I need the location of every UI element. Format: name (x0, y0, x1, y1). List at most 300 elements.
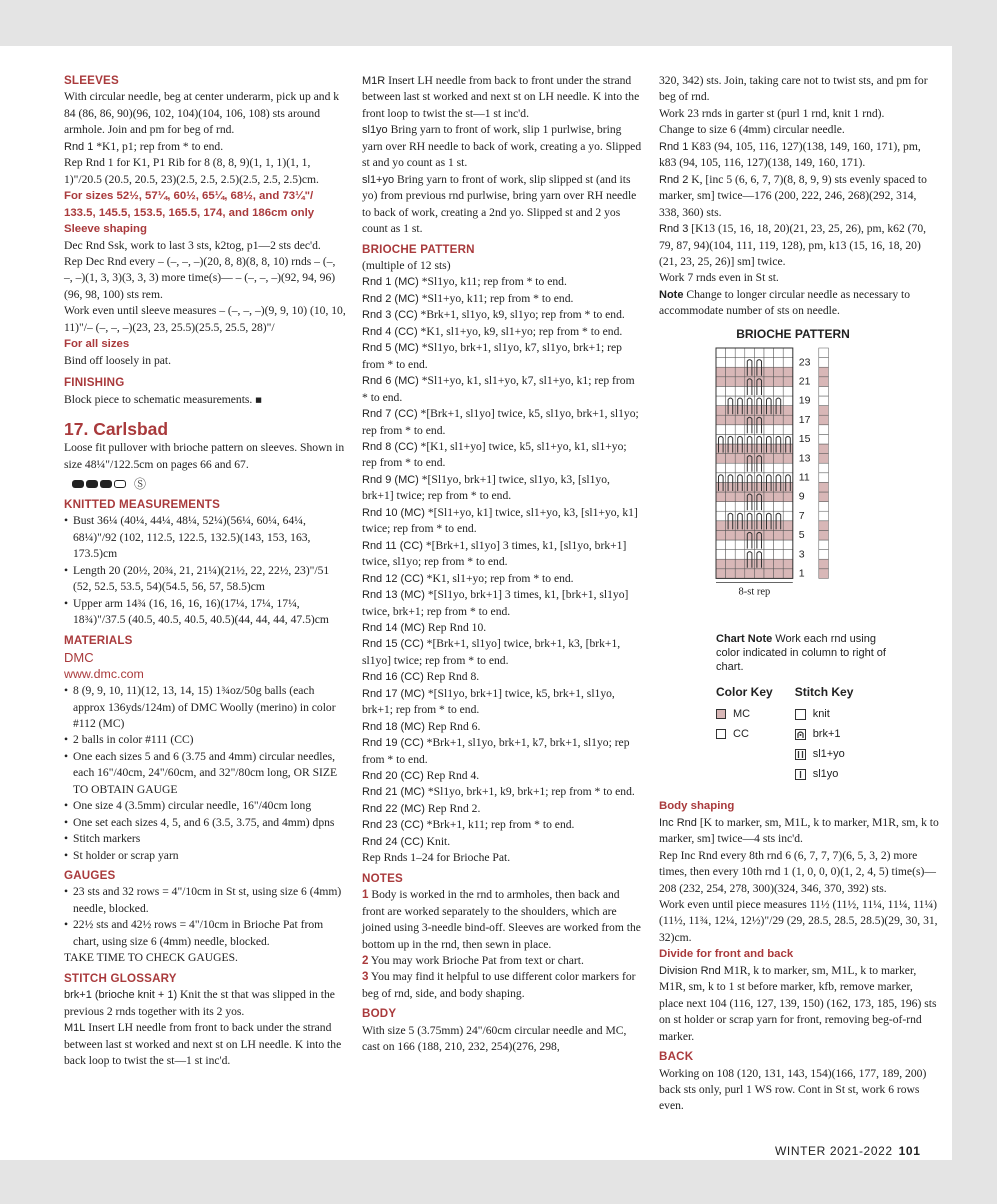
color-column-cell (819, 386, 829, 396)
chart-cell (726, 492, 736, 502)
chart-cell (754, 386, 764, 396)
chart-cell (764, 511, 774, 521)
chart-cell (764, 386, 774, 396)
color-column-cell (819, 348, 829, 358)
chart-cell (745, 540, 755, 550)
dec-rnd: Dec Rnd Ssk, work to last 3 sts, k2tog, p1—2 sts dec'd. (64, 238, 321, 252)
list-item: • 22½ sts and 42½ rows = 4"/10cm in Brioche Pat from chart, using size 6 (4mm) needle, blocked. (64, 917, 347, 950)
row-label: 15 (798, 432, 811, 445)
chart-cell (774, 501, 784, 511)
glossary-sl1yo: sl1yo Bring yarn to front of work, slip 1 purlwise, bring yarn over RH needle to back of work, creating a yo. Slipped st and yo count as 1 st. (362, 123, 642, 170)
column-1 (64, 73, 347, 1069)
chart-cell (774, 367, 784, 377)
chart-cell (745, 492, 755, 502)
chart-cell (726, 367, 736, 377)
chart-cell (735, 405, 745, 415)
chart-cell (774, 473, 784, 483)
chart-cell (774, 492, 784, 502)
color-column-cell (819, 521, 829, 531)
chart-cell (716, 559, 726, 569)
list-item: • One each sizes 5 and 6 (3.75 and 4mm) circular needles, each 16"/40cm, 24"/60cm, and 32"/80cm long, OR SIZE TO OBTAIN GAUGE (64, 749, 347, 798)
brioche-rounds (362, 274, 643, 850)
chart-cell (745, 434, 755, 444)
chart-cell (754, 549, 764, 559)
chart-cell (783, 482, 793, 492)
chart-cell (783, 501, 793, 511)
brioche-round: Rnd 17 (MC) *[Sl1yo, brk+1] twice, k5, brk+1, sl1yo, brk+1; rep from * to end. (362, 686, 615, 717)
chart-cell (735, 511, 745, 521)
mc-swatch (716, 709, 726, 719)
chart-cell (774, 386, 784, 396)
chart-cell (716, 434, 726, 444)
back-heading: BACK (659, 1050, 694, 1064)
brioche-round: Rnd 15 (CC) *[Brk+1, sl1yo] twice, brk+1, k3, [brk+1, sl1yo] twice; rep from * to end. (362, 637, 621, 667)
note-1: 1 Body is worked in the rnd to armholes, then back and front are worked separately to the shoulders, which are joined using 3-needle bind-off. Sleeves are worked from the bottom up in the rnd, then sewn in place. (362, 888, 641, 951)
body-note: Note Change to longer circular needle as necessary to accommodate number of sts on needle. (659, 287, 911, 318)
glossary-m1r: M1R Insert LH needle from back to front under the strand between last st worked and next st on LH needle. K into the front loop to twist the st—1 st inc'd. (362, 74, 640, 120)
brioche-round: Rnd 24 (CC) Knit. (362, 834, 451, 848)
chart-cell (735, 549, 745, 559)
chart-cell (716, 521, 726, 531)
chart-cell (783, 348, 793, 358)
chart-cell (764, 569, 774, 579)
chart-cell (783, 540, 793, 550)
finishing-heading: FINISHING (64, 376, 125, 390)
chart-cell (774, 425, 784, 435)
gauges-heading: GAUGES (64, 869, 116, 883)
chart-cell (764, 530, 774, 540)
color-column-cell (819, 540, 829, 550)
chart-cell (783, 444, 793, 454)
chart-cell (754, 559, 764, 569)
brioche-multiple: (multiple of 12 sts) (362, 258, 451, 272)
chart-cell (764, 377, 774, 387)
color-column-cell (819, 530, 829, 540)
sleeve-shaping-subheading: Sleeve shaping (64, 223, 147, 236)
chart-cell (754, 377, 764, 387)
stitch-key-knit: knit (795, 704, 854, 724)
chart-cell (783, 367, 793, 377)
chart-cell (764, 357, 774, 367)
chart-cell (764, 540, 774, 550)
list-item: • Bust 36¼ (40¼, 44¼, 48¼, 52¼)(56¼, 60¼, 64¼, 68¼)"/92 (102, 112.5, 122.5, 132.5)(143, 153, 163, 173.5)cm (64, 513, 347, 562)
chart-cell (716, 415, 726, 425)
materials-list (64, 683, 347, 864)
body-change-needle: Change to size 6 (4mm) circular needle. (659, 123, 845, 137)
rep-dec-rnd: Rep Dec Rnd every – (–, –, –)(20, 8, 8)(8, 8, 10) rnds – (–, –, –)(1, 3, 3)(3, 3, 3) more time(s)— – (–, –, –)(92, 94, 96)(96, 98, 100) sts rem. (64, 254, 336, 301)
chart-cell (774, 569, 784, 579)
chart-cell (726, 405, 736, 415)
stitch-key-brk: brk+1 (795, 724, 854, 744)
chart-cell (774, 377, 784, 387)
chart-cell (735, 530, 745, 540)
chart-cell (745, 511, 755, 521)
brioche-round: Rnd 13 (MC) *[Sl1yo, brk+1] 3 times, k1, [brk+1, sl1yo] twice, brk+1; rep from * to end. (362, 588, 629, 618)
body-heading: BODY (362, 1007, 397, 1021)
issue-label: WINTER 2021-2022 (775, 1144, 893, 1158)
chart-cell (745, 549, 755, 559)
gauges-list (64, 884, 347, 950)
chart-cell (745, 501, 755, 511)
chart-cell (716, 482, 726, 492)
row-label: 3 (798, 548, 805, 561)
chart-cell (716, 530, 726, 540)
chart-cell (745, 559, 755, 569)
brioche-round: Rnd 12 (CC) *K1, sl1+yo; rep from * to end. (362, 571, 574, 585)
list-item: • Stitch markers (64, 831, 347, 847)
chart-cell (716, 463, 726, 473)
chart-cell (764, 348, 774, 358)
chart-cell (783, 386, 793, 396)
chart-cell (735, 425, 745, 435)
chart-cell (783, 425, 793, 435)
body-rnd3: Rnd 3 [K13 (15, 16, 18, 20)(21, 23, 25, 26), pm, k62 (70, 79, 87, 94)(104, 111, 119, 128), pm, k13 (15, 16, 18, 20)(21, 23, 25, 26)] sm] twice. (659, 222, 927, 268)
chart-cell (716, 425, 726, 435)
chart-cell (726, 425, 736, 435)
brioche-round: Rnd 4 (CC) *K1, sl1+yo, k9, sl1+yo; rep from * to end. (362, 324, 623, 338)
chart-cell (716, 501, 726, 511)
chart-cell (764, 453, 774, 463)
chart-cell (783, 434, 793, 444)
page-number: 101 (898, 1144, 921, 1158)
brioche-round: Rnd 14 (MC) Rep Rnd 10. (362, 620, 487, 634)
chart-cell (783, 463, 793, 473)
chart-cell (716, 396, 726, 406)
bind-off: Bind off loosely in pat. (64, 353, 172, 367)
chart-cell (735, 396, 745, 406)
glossary-sl1plusyo: sl1+yo Bring yarn to front of work, slip slipped st (and its yo) from previous rnd purlwise, bring yarn over RH needle to back of work, creating a 2nd yo. Slipped st and 2 yos count as 1 st. (362, 172, 637, 236)
chart-cell (783, 415, 793, 425)
color-column-cell (819, 559, 829, 569)
chart-cell (745, 396, 755, 406)
color-column-cell (819, 482, 829, 492)
chart-cell (735, 473, 745, 483)
chart-cell (754, 444, 764, 454)
brioche-round: Rnd 11 (CC) *[Brk+1, sl1yo] 3 times, k1, [sl1yo, brk+1] twice, sl1yo; rep from * to end. (362, 538, 627, 569)
chart-cell (764, 367, 774, 377)
chart-cell (764, 463, 774, 473)
row-label: 19 (798, 394, 811, 407)
brioche-round: Rnd 9 (MC) *[Sl1yo, brk+1] twice, sl1yo, k3, [sl1yo, brk+1] twice; rep from * to end. (362, 472, 610, 503)
end-square-icon: ■ (255, 395, 262, 404)
chart-cell (745, 473, 755, 483)
chart-cell (745, 425, 755, 435)
chart-cell (754, 569, 764, 579)
chart-cell (735, 559, 745, 569)
stitch-key-sl1yo: sl1yo (795, 764, 854, 784)
chart-cell (726, 473, 736, 483)
chart-cell (716, 444, 726, 454)
repeat-label: 8-st rep (738, 586, 771, 598)
row-label: 1 (798, 567, 805, 580)
chart-cell (745, 405, 755, 415)
chart-cell (774, 405, 784, 415)
chart-cell (735, 540, 745, 550)
chart-cell (716, 453, 726, 463)
chart-cell (754, 492, 764, 502)
body-garter: Work 23 rnds in garter st (purl 1 rnd, knit 1 rnd). (659, 106, 885, 120)
row-label: 13 (798, 452, 811, 465)
back-text: Working on 108 (120, 131, 143, 154)(166, 177, 189, 200) back sts only, purl 1 WS row. Cont in St st, work 6 rows even. (659, 1066, 927, 1113)
color-key-mc: MC (716, 704, 773, 724)
chart-cell (764, 521, 774, 531)
chart-cell (754, 367, 764, 377)
sl1plusyo-symbol-icon (795, 749, 806, 760)
division-rnd: Division Rnd M1R, k to marker, sm, M1L, k to marker, M1R, sm, k to 1 st before marker, kfb, remove marker, place next 104 (116, 127, 139, 150) (162, 173, 185, 196) sts on st holder or scrap yarn for front, removing beg-of-rnd marker. (659, 963, 937, 1043)
chart-cell (774, 482, 784, 492)
brioche-round: Rnd 21 (MC) *Sl1yo, brk+1, k9, brk+1; rep from * to end. (362, 785, 635, 799)
chart-cell (754, 396, 764, 406)
list-item: • 8 (9, 9, 10, 11)(12, 13, 14, 15) 1¾oz/50g balls (each approx 136yds/124m) of DMC Woolly (merino) in color #112 (MC) (64, 683, 347, 732)
sizes-subheading: For sizes 52½, 57¼, 60½, 65¼, 68½, and 73¼"/ 133.5, 145.5, 153.5, 165.5, 174, and 186cm only (64, 190, 315, 219)
chart-cell (716, 540, 726, 550)
chart-cell (735, 492, 745, 502)
chart-cell (783, 521, 793, 531)
color-column-cell (819, 357, 829, 367)
chart-cell (726, 377, 736, 387)
color-key-cc: CC (716, 724, 773, 744)
sl1yo-symbol-icon (795, 769, 806, 780)
chart-cell (726, 501, 736, 511)
color-column-cell (819, 463, 829, 473)
list-item: • One size 4 (3.5mm) circular needle, 16"/40cm long (64, 798, 347, 814)
chart-cell (754, 540, 764, 550)
brioche-round: Rnd 6 (MC) *Sl1+yo, k1, sl1+yo, k7, sl1+yo, k1; rep from * to end. (362, 374, 635, 404)
sleeves-heading: SLEEVES (64, 74, 119, 87)
all-sizes-subheading: For all sizes (64, 338, 130, 351)
chart-cell (754, 530, 764, 540)
glossary-brk: brk+1 (brioche knit + 1) Knit the st that was slipped in the previous 2 rnds together with its 2 yos. (64, 988, 335, 1018)
chart-cell (735, 348, 745, 358)
chart-cell (754, 463, 764, 473)
chart-cell (726, 453, 736, 463)
chart-cell (783, 530, 793, 540)
chart-cell (754, 511, 764, 521)
chart-note: Chart Note Work each rnd using color indicated in column to right of chart. (716, 632, 886, 673)
chart-keys (716, 684, 939, 784)
chart-cell (783, 473, 793, 483)
chart-cell (774, 549, 784, 559)
chart-cell (754, 415, 764, 425)
row-label: 23 (798, 356, 811, 369)
knit-symbol-icon (795, 709, 806, 720)
chart-cell (774, 453, 784, 463)
note-2: 2 You may work Brioche Pat from text or chart. (362, 954, 584, 968)
chart-cell (764, 473, 774, 483)
chart-cell (735, 453, 745, 463)
brioche-round: Rnd 16 (CC) Rep Rnd 8. (362, 670, 480, 684)
chart-cell (726, 463, 736, 473)
chart-cell (716, 357, 726, 367)
chart-cell (783, 405, 793, 415)
chart-cell (726, 559, 736, 569)
chart-cell (745, 463, 755, 473)
chart-cell (774, 521, 784, 531)
chart-cell (774, 540, 784, 550)
work-even-sleeve: Work even until sleeve measures – (–, –, –)(9, 9, 10) (10, 10, 11)"/– (–, –, –)(23, 23, 25.5)(25.5, 25.5, 28)"/ (64, 304, 346, 334)
color-column-cell (819, 549, 829, 559)
list-item: • 23 sts and 32 rows = 4"/10cm in St st, using size 6 (4mm) needle, blocked. (64, 884, 347, 917)
body-shaping-subheading: Body shaping (659, 800, 735, 813)
brioche-round: Rnd 23 (CC) *Brk+1, k11; rep from * to end. (362, 818, 575, 832)
chart-cell (735, 377, 745, 387)
chart-cell (726, 482, 736, 492)
chart-cell (774, 511, 784, 521)
color-column-cell (819, 492, 829, 502)
chart-cell (735, 521, 745, 531)
cc-swatch (716, 729, 726, 739)
column-3 (659, 73, 939, 1115)
chart-cell (745, 569, 755, 579)
chart-cell (754, 348, 764, 358)
chart-grid (659, 346, 939, 616)
brioche-round: Rnd 19 (CC) *Brk+1, sl1yo, brk+1, k7, brk+1, sl1yo; rep from * to end. (362, 736, 630, 766)
brioche-round: Rnd 2 (MC) *Sl1+yo, k11; rep from * to end. (362, 291, 574, 305)
color-column-cell (819, 415, 829, 425)
chart-cell (754, 473, 764, 483)
chart-cell (735, 434, 745, 444)
pattern-title: 17. Carlsbad (64, 419, 169, 440)
chart-cell (764, 444, 774, 454)
row-label: 11 (798, 471, 810, 484)
chart-cell (745, 386, 755, 396)
stitch-key-heading: Stitch Key (794, 684, 854, 699)
stitch-key-sl1plusyo: sl1+yo (795, 744, 854, 764)
chart-cell (774, 348, 784, 358)
chart-cell (726, 396, 736, 406)
chart-cell (745, 415, 755, 425)
chart-cell (783, 357, 793, 367)
color-column-cell (819, 511, 829, 521)
glossary-m1l: M1L Insert LH needle from front to back under the strand between last st worked and next st on LH needle. K into the back loop to twist the st—1 st inc'd. (64, 1021, 342, 1068)
chart-cell (764, 405, 774, 415)
brioche-round: Rnd 3 (CC) *Brk+1, sl1yo, k9, sl1yo; rep from * to end. (362, 308, 625, 322)
chart-cell (783, 396, 793, 406)
row-label: 5 (798, 528, 805, 541)
chart-cell (774, 415, 784, 425)
row-label: 9 (798, 490, 805, 503)
chart-cell (726, 511, 736, 521)
chart-cell (764, 434, 774, 444)
brioche-round: Rnd 5 (MC) *Sl1yo, brk+1, sl1yo, k7, sl1yo, brk+1; rep from * to end. (362, 341, 622, 371)
measurements-list (64, 513, 347, 628)
chart-cell (754, 453, 764, 463)
row-label: 17 (798, 413, 811, 426)
chart-cell (745, 357, 755, 367)
chart-cell (764, 501, 774, 511)
chart-cell (735, 357, 745, 367)
brioche-chart (659, 326, 939, 626)
chart-cell (783, 559, 793, 569)
work-even-body: Work even until piece measures 11½ (11½, 11¼, 11¼, 11¼)(11½, 11¾, 12¼, 12½)"/29 (29, 28.5, 28.5, 28.5)(29, 30, 31, 32)cm. (659, 897, 938, 944)
chart-cell (764, 396, 774, 406)
body-join: 320, 342) sts. Join, taking care not to twist sts, and pm for beg of rnd. (659, 74, 928, 104)
brk-symbol-icon (795, 729, 806, 740)
rep-rounds: Rep Rnds 1–24 for Brioche Pat. (362, 851, 511, 865)
divide-subheading: Divide for front and back (659, 948, 794, 961)
chart-cell (726, 569, 736, 579)
chart-cell (745, 377, 755, 387)
list-item: • Upper arm 14¾ (16, 16, 16, 16)(17¼, 17¼, 17¼, 18¾)"/37.5 (40.5, 40.5, 40.5, 40.5)(44, 44, 44, 47.5)cm (64, 596, 347, 629)
chart-cell (726, 357, 736, 367)
chart-cell (745, 521, 755, 531)
page-footer (775, 1144, 920, 1158)
list-item: • St holder or scrap yarn (64, 848, 347, 864)
row-label: 7 (798, 509, 805, 522)
chart-cell (783, 511, 793, 521)
chart-cell (735, 569, 745, 579)
pattern-intro: Loose fit pullover with brioche pattern on sleeves. Shown in size 48¼"/122.5cm on pages 66 and 67. (64, 441, 345, 471)
chart-cell (774, 434, 784, 444)
brioche-round: Rnd 18 (MC) Rep Rnd 6. (362, 719, 481, 733)
row-label: 21 (798, 375, 811, 388)
rep-inc-rnd: Rep Inc Rnd every 8th rnd 6 (6, 7, 7, 7)(6, 5, 3, 2) more times, then every 10th rnd 1 (1, 0, 0, 0)(1, 2, 4, 5) time(s)—208 (232, 254, 278, 300)(324, 346, 370, 392) sts. (659, 848, 936, 895)
chart-cell (726, 415, 736, 425)
color-column-cell (819, 434, 829, 444)
glossary-heading: STITCH GLOSSARY (64, 971, 177, 985)
color-key-heading: Color Key (716, 684, 773, 699)
chart-cell (764, 482, 774, 492)
chart-cell (754, 434, 764, 444)
chart-cell (783, 377, 793, 387)
chart-cell (726, 434, 736, 444)
list-item: • 2 balls in color #111 (CC) (64, 732, 347, 748)
brioche-round: Rnd 1 (MC) *Sl1yo, k11; rep from * to end. (362, 275, 567, 289)
chart-cell (716, 348, 726, 358)
chart-cell (754, 357, 764, 367)
chart-cell (764, 425, 774, 435)
brioche-heading: BRIOCHE PATTERN (362, 242, 475, 256)
body-rnd1: Rnd 1 K83 (94, 105, 116, 127)(138, 149, 160, 171), pm, k83 (94, 105, 116, 127)(138, 149, 160, 171). (659, 139, 921, 170)
chart-cell (783, 569, 793, 579)
sleeves-rib: Rep Rnd 1 for K1, P1 Rib for 8 (8, 8, 9)(1, 1, 1)(1, 1, 1)"/20.5 (20.5, 20.5, 23)(2.5, 2.5, 2.5)(2.5, 2.5, 2.5)cm. (64, 156, 319, 186)
chart-cell (754, 521, 764, 531)
chart-cell (754, 425, 764, 435)
chart-cell (726, 549, 736, 559)
note-3: 3 You may find it helpful to use different color markers for beg of rnd, side, and body shaping. (362, 970, 636, 1000)
color-column-cell (819, 377, 829, 387)
chart-cell (735, 415, 745, 425)
list-item: • Length 20 (20½, 20¾, 21, 21¼)(21½, 22, 22½, 23)"/51 (52, 52.5, 53.5, 54)(54.5, 56, 57, 58.5)cm (64, 563, 347, 596)
chart-cell (716, 473, 726, 483)
chart-cell (726, 386, 736, 396)
chart-cell (764, 492, 774, 502)
materials-heading: MATERIALS (64, 633, 133, 647)
chart-cell (716, 386, 726, 396)
brand-url[interactable]: www.dmc.com (64, 667, 144, 682)
chart-cell (716, 377, 726, 387)
chart-cell (716, 549, 726, 559)
brioche-round: Rnd 10 (MC) *[Sl1+yo, k1] twice, sl1+yo, k3, [sl1+yo, k1] twice; rep from * to end. (362, 505, 638, 536)
chart-cell (716, 405, 726, 415)
chart-cell (726, 521, 736, 531)
chart-cell (735, 367, 745, 377)
color-column-cell (819, 396, 829, 406)
notes-heading: NOTES (362, 871, 403, 885)
stitch-key (795, 684, 854, 784)
column-2 (362, 73, 643, 1056)
chart-cell (774, 463, 784, 473)
chart-cell (726, 444, 736, 454)
body-work-even: Work 7 rnds even in St st. (659, 271, 779, 285)
chart-cell (764, 415, 774, 425)
gauge-check: TAKE TIME TO CHECK GAUGES. (64, 951, 238, 965)
chart-cell (745, 367, 755, 377)
chart-cell (783, 492, 793, 502)
brioche-round: Rnd 22 (MC) Rep Rnd 2. (362, 801, 481, 815)
chart-cell (716, 492, 726, 502)
chart-cell (716, 367, 726, 377)
